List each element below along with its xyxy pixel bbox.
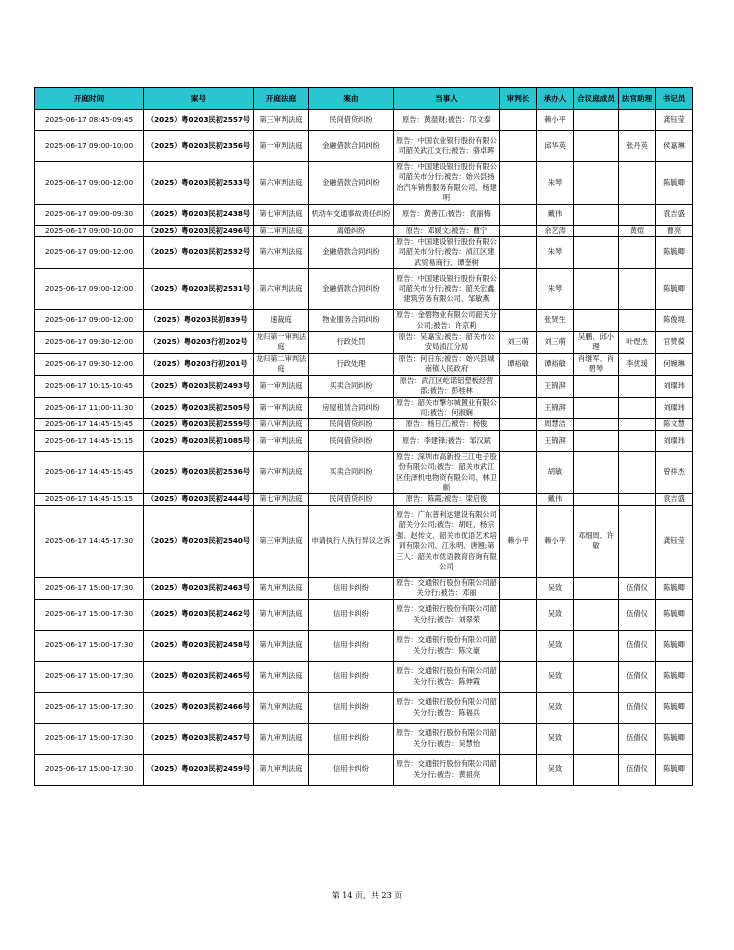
cause-cell: 信用卡纠纷 bbox=[309, 754, 394, 785]
presiding-judge-cell bbox=[500, 269, 537, 310]
case-number-cell: （2025）粤0203民初839号 bbox=[144, 310, 254, 332]
panel-members-cell bbox=[574, 494, 619, 505]
parties-cell: 原告：交通银行股份有限公司韶关分行;被告：陈伸霞 bbox=[394, 661, 500, 692]
hearing-time-cell: 2025-06-17 14:45-15:15 bbox=[35, 494, 144, 505]
panel-members-cell bbox=[574, 397, 619, 419]
case-number-cell: （2025）粤0203民初2531号 bbox=[144, 269, 254, 310]
page-footer: 第 14 页，共 23 页 bbox=[331, 891, 403, 900]
header-handling-judge: 承办人 bbox=[537, 88, 574, 110]
clerk-cell: 陈毓卿 bbox=[656, 630, 693, 661]
case-number-cell: （2025）粤0203民初2356号 bbox=[144, 131, 254, 162]
case-number-cell: （2025）粤0203行初202号 bbox=[144, 332, 254, 354]
cause-cell: 申请执行人执行异议之诉 bbox=[309, 505, 394, 577]
case-number-cell: （2025）粤0203民初2557号 bbox=[144, 110, 254, 131]
table-row bbox=[35, 237, 693, 269]
panel-members-cell: 肖继军、肖碧琴 bbox=[574, 353, 619, 375]
handling-judge-cell: 胡敏 bbox=[537, 451, 574, 494]
case-number-cell: （2025）粤0203民初2493号 bbox=[144, 375, 254, 397]
judge-assistant-cell bbox=[619, 162, 656, 205]
courtroom-cell: 第八审判法庭 bbox=[254, 419, 309, 430]
cause-cell: 民间借贷纠纷 bbox=[309, 430, 394, 451]
cause-cell: 信用卡纠纷 bbox=[309, 599, 394, 630]
cause-cell: 行政处理 bbox=[309, 353, 394, 375]
judge-assistant-cell bbox=[619, 110, 656, 131]
courtroom-cell: 速裁庭 bbox=[254, 310, 309, 332]
clerk-cell: 陈毓卿 bbox=[656, 661, 693, 692]
case-number-cell: （2025）粤0203民初2496号 bbox=[144, 225, 254, 236]
case-number-cell: （2025）粤0203民初2533号 bbox=[144, 162, 254, 205]
cause-cell: 买卖合同纠纷 bbox=[309, 451, 394, 494]
panel-members-cell bbox=[574, 237, 619, 269]
cause-cell: 信用卡纠纷 bbox=[309, 577, 394, 599]
presiding-judge-cell bbox=[500, 419, 537, 430]
presiding-judge-cell bbox=[500, 754, 537, 785]
table-row bbox=[35, 754, 693, 785]
courtroom-cell: 第九审判法庭 bbox=[254, 630, 309, 661]
parties-cell: 原告：广东普利达建设有限公司韶关分公司;被告：胡旺、杨宗强、赵传文、韶关市优语艺术培训有限公司、江永明、唐翘;第三人：韶关市优语教育咨询有限公司 bbox=[394, 505, 500, 577]
hearing-schedule-table bbox=[34, 87, 693, 786]
judge-assistant-cell bbox=[619, 397, 656, 419]
judge-assistant-cell: 李优瑗 bbox=[619, 353, 656, 375]
table-row bbox=[35, 269, 693, 310]
parties-cell: 原告：交通银行股份有限公司韶关分行;被告：刘翠荣 bbox=[394, 599, 500, 630]
parties-cell: 原告：交通银行股份有限公司韶关分行;被告：陈福兵 bbox=[394, 692, 500, 723]
clerk-cell: 陈毓卿 bbox=[656, 237, 693, 269]
judge-assistant-cell bbox=[619, 430, 656, 451]
cause-cell: 买卖合同纠纷 bbox=[309, 375, 394, 397]
header-parties: 当事人 bbox=[394, 88, 500, 110]
header-panel-members: 合议庭成员 bbox=[574, 88, 619, 110]
judge-assistant-cell: 黄煊 bbox=[619, 225, 656, 236]
cause-cell: 离婚纠纷 bbox=[309, 225, 394, 236]
judge-assistant-cell bbox=[619, 419, 656, 430]
courtroom-cell: 第九审判法庭 bbox=[254, 692, 309, 723]
table-row bbox=[35, 375, 693, 397]
presiding-judge-cell bbox=[500, 599, 537, 630]
hearing-time-cell: 2025-06-17 09:00-10:00 bbox=[35, 131, 144, 162]
presiding-judge-cell: 刘三萌 bbox=[500, 332, 537, 354]
judge-assistant-cell: 伍倩仪 bbox=[619, 692, 656, 723]
case-number-cell: （2025）粤0203民初2532号 bbox=[144, 237, 254, 269]
handling-judge-cell: 张贤生 bbox=[537, 310, 574, 332]
clerk-cell: 刘璨玮 bbox=[656, 375, 693, 397]
parties-cell: 原告：深圳市高新投三江电子股份有限公司;被告：韶关市武江区佳泽机电物资有限公司、林卫顺 bbox=[394, 451, 500, 494]
cause-cell: 行政处罚 bbox=[309, 332, 394, 354]
header-cause: 案由 bbox=[309, 88, 394, 110]
clerk-cell: 曹亮 bbox=[656, 225, 693, 236]
cause-cell: 民间借贷纠纷 bbox=[309, 494, 394, 505]
clerk-cell: 曾祥杰 bbox=[656, 451, 693, 494]
courtroom-cell: 第九审判法庭 bbox=[254, 599, 309, 630]
hearing-time-cell: 2025-06-17 14:45-15:15 bbox=[35, 430, 144, 451]
handling-judge-cell: 吴致 bbox=[537, 661, 574, 692]
presiding-judge-cell: 谭裕敏 bbox=[500, 353, 537, 375]
judge-assistant-cell bbox=[619, 204, 656, 225]
parties-cell: 原告：何日东;被告：始兴县城南镇人民政府 bbox=[394, 353, 500, 375]
courtroom-cell: 第六审判法庭 bbox=[254, 451, 309, 494]
presiding-judge-cell bbox=[500, 494, 537, 505]
judge-assistant-cell: 伍倩仪 bbox=[619, 577, 656, 599]
clerk-cell: 陈毓卿 bbox=[656, 162, 693, 205]
parties-cell: 原告：黄善江;被告：袁丽梅 bbox=[394, 204, 500, 225]
presiding-judge-cell bbox=[500, 110, 537, 131]
courtroom-cell: 第二审判法庭 bbox=[254, 225, 309, 236]
clerk-cell: 龚钰莹 bbox=[656, 110, 693, 131]
presiding-judge-cell bbox=[500, 692, 537, 723]
parties-cell: 原告：交通银行股份有限公司韶关分行;被告：吴慧怡 bbox=[394, 723, 500, 754]
clerk-cell: 龚钰莹 bbox=[656, 505, 693, 577]
clerk-cell: 何婉琳 bbox=[656, 353, 693, 375]
case-number-cell: （2025）粤0203民初2466号 bbox=[144, 692, 254, 723]
cause-cell: 机动车交通事故责任纠纷 bbox=[309, 204, 394, 225]
panel-members-cell bbox=[574, 723, 619, 754]
cause-cell: 信用卡纠纷 bbox=[309, 723, 394, 754]
panel-members-cell bbox=[574, 692, 619, 723]
case-number-cell: （2025）粤0203民初2540号 bbox=[144, 505, 254, 577]
hearing-time-cell: 2025-06-17 11:00-11:30 bbox=[35, 397, 144, 419]
table-row bbox=[35, 430, 693, 451]
case-number-cell: （2025）粤0203民初2459号 bbox=[144, 754, 254, 785]
clerk-cell: 陈毓卿 bbox=[656, 754, 693, 785]
courtroom-cell: 第六审判法庭 bbox=[254, 162, 309, 205]
table-row bbox=[35, 419, 693, 430]
courtroom-cell: 第七审判法庭 bbox=[254, 494, 309, 505]
handling-judge-cell: 吴致 bbox=[537, 692, 574, 723]
handling-judge-cell: 吴致 bbox=[537, 577, 574, 599]
presiding-judge-cell bbox=[500, 310, 537, 332]
cause-cell: 金融借款合同纠纷 bbox=[309, 131, 394, 162]
parties-cell: 原告：吴嘉宝;被告：韶关市公安局浈江分局 bbox=[394, 332, 500, 354]
hearing-time-cell: 2025-06-17 09:30-12:00 bbox=[35, 332, 144, 354]
clerk-cell: 陈毓卿 bbox=[656, 692, 693, 723]
cause-cell: 金融借款合同纠纷 bbox=[309, 162, 394, 205]
handling-judge-cell: 吴致 bbox=[537, 599, 574, 630]
handling-judge-cell: 赖小平 bbox=[537, 505, 574, 577]
parties-cell: 原告：交通银行股份有限公司韶关分行;被告：黄祖亮 bbox=[394, 754, 500, 785]
courtroom-cell: 第九审判法庭 bbox=[254, 661, 309, 692]
parties-cell: 原告：金碧物业有限公司韶关分公司;被告：许京莉 bbox=[394, 310, 500, 332]
panel-members-cell: 吴鹏、邱小理 bbox=[574, 332, 619, 354]
table-row bbox=[35, 451, 693, 494]
case-number-cell: （2025）粤0203民初2457号 bbox=[144, 723, 254, 754]
judge-assistant-cell: 伍倩仪 bbox=[619, 723, 656, 754]
hearing-time-cell: 2025-06-17 15:00-17:30 bbox=[35, 723, 144, 754]
parties-cell: 原告：武江区屹诺铝塑板经营部;被告：彭桂林 bbox=[394, 375, 500, 397]
case-number-cell: （2025）粤0203民初2462号 bbox=[144, 599, 254, 630]
hearing-time-cell: 2025-06-17 09:00-12:00 bbox=[35, 162, 144, 205]
header-hearing-time: 开庭时间 bbox=[35, 88, 144, 110]
courtroom-cell: 第三审判法庭 bbox=[254, 110, 309, 131]
panel-members-cell bbox=[574, 661, 619, 692]
parties-cell: 原告：交通银行股份有限公司韶关分行;被告：邓丽 bbox=[394, 577, 500, 599]
handling-judge-cell: 周慧洁 bbox=[537, 419, 574, 430]
courtroom-cell: 第三审判法庭 bbox=[254, 505, 309, 577]
hearing-time-cell: 2025-06-17 09:00-10:00 bbox=[35, 225, 144, 236]
panel-members-cell bbox=[574, 269, 619, 310]
hearing-time-cell: 2025-06-17 09:00-12:00 bbox=[35, 237, 144, 269]
panel-members-cell bbox=[574, 419, 619, 430]
table-row bbox=[35, 397, 693, 419]
case-number-cell: （2025）粤0203民初2444号 bbox=[144, 494, 254, 505]
panel-members-cell bbox=[574, 375, 619, 397]
presiding-judge-cell bbox=[500, 162, 537, 205]
handling-judge-cell: 吴致 bbox=[537, 723, 574, 754]
hearing-time-cell: 2025-06-17 14:45-15:45 bbox=[35, 451, 144, 494]
parties-cell: 原告：中国建设银行股份有限公司韶关市分行;被告：始兴县扬冶汽车销售服务有限公司、杨建明 bbox=[394, 162, 500, 205]
handling-judge-cell: 朱琴 bbox=[537, 162, 574, 205]
panel-members-cell bbox=[574, 310, 619, 332]
judge-assistant-cell: 伍倩仪 bbox=[619, 630, 656, 661]
courtroom-cell: 第九审判法庭 bbox=[254, 723, 309, 754]
table-row bbox=[35, 630, 693, 661]
handling-judge-cell: 谭裕敏 bbox=[537, 353, 574, 375]
hearing-time-cell: 2025-06-17 14:45-15:45 bbox=[35, 419, 144, 430]
parties-cell: 原告：黄湿财;被告：邝文泰 bbox=[394, 110, 500, 131]
hearing-time-cell: 2025-06-17 15:00-17:30 bbox=[35, 692, 144, 723]
judge-assistant-cell: 伍倩仪 bbox=[619, 599, 656, 630]
table-row bbox=[35, 661, 693, 692]
cause-cell: 民间借贷纠纷 bbox=[309, 110, 394, 131]
presiding-judge-cell bbox=[500, 237, 537, 269]
presiding-judge-cell bbox=[500, 430, 537, 451]
presiding-judge-cell bbox=[500, 397, 537, 419]
handling-judge-cell: 朱琴 bbox=[537, 237, 574, 269]
presiding-judge-cell bbox=[500, 630, 537, 661]
presiding-judge-cell bbox=[500, 375, 537, 397]
clerk-cell: 袁吉盛 bbox=[656, 494, 693, 505]
case-number-cell: （2025）粤0203民初2559号 bbox=[144, 419, 254, 430]
judge-assistant-cell: 伍倩仪 bbox=[619, 661, 656, 692]
parties-cell: 原告：中国建设银行股份有限公司韶关市分行;被告：浈江区建武贸易商行、谭奎树 bbox=[394, 237, 500, 269]
case-number-cell: （2025）粤0203民初2438号 bbox=[144, 204, 254, 225]
presiding-judge-cell bbox=[500, 204, 537, 225]
presiding-judge-cell bbox=[500, 451, 537, 494]
handling-judge-cell: 朱琴 bbox=[537, 269, 574, 310]
table-row bbox=[35, 577, 693, 599]
hearing-time-cell: 2025-06-17 15:00-17:30 bbox=[35, 630, 144, 661]
table-row bbox=[35, 225, 693, 236]
header-clerk: 书记员 bbox=[656, 88, 693, 110]
presiding-judge-cell bbox=[500, 577, 537, 599]
table-row bbox=[35, 162, 693, 205]
judge-assistant-cell: 叶煜杰 bbox=[619, 332, 656, 354]
parties-cell: 原告：中国农业银行股份有限公司韶关武江支行;被告：骆卓晖 bbox=[394, 131, 500, 162]
handling-judge-cell: 王锦湃 bbox=[537, 430, 574, 451]
table-row bbox=[35, 505, 693, 577]
hearing-time-cell: 2025-06-17 15:00-17:30 bbox=[35, 599, 144, 630]
handling-judge-cell: 吴致 bbox=[537, 754, 574, 785]
handling-judge-cell: 戴伟 bbox=[537, 494, 574, 505]
case-number-cell: （2025）粤0203民初2458号 bbox=[144, 630, 254, 661]
table-header-row bbox=[35, 88, 693, 110]
case-number-cell: （2025）粤0203民初2465号 bbox=[144, 661, 254, 692]
parties-cell: 原告：杨日江;被告：杨俊 bbox=[394, 419, 500, 430]
panel-members-cell bbox=[574, 204, 619, 225]
hearing-time-cell: 2025-06-17 15:00-17:30 bbox=[35, 754, 144, 785]
clerk-cell: 侯嘉琳 bbox=[656, 131, 693, 162]
courtroom-cell: 第一审判法庭 bbox=[254, 430, 309, 451]
case-number-cell: （2025）粤0203民初1085号 bbox=[144, 430, 254, 451]
table-row bbox=[35, 310, 693, 332]
judge-assistant-cell: 张丹英 bbox=[619, 131, 656, 162]
panel-members-cell bbox=[574, 110, 619, 131]
courtroom-cell: 第九审判法庭 bbox=[254, 754, 309, 785]
parties-cell: 原告：陈霞;被告：梁启俊 bbox=[394, 494, 500, 505]
courtroom-cell: 第一审判法庭 bbox=[254, 397, 309, 419]
presiding-judge-cell bbox=[500, 225, 537, 236]
panel-members-cell bbox=[574, 577, 619, 599]
case-number-cell: （2025）粤0203行初201号 bbox=[144, 353, 254, 375]
hearing-time-cell: 2025-06-17 09:00-12:00 bbox=[35, 310, 144, 332]
hearing-time-cell: 2025-06-17 15:00-17:30 bbox=[35, 577, 144, 599]
parties-cell: 原告：邓媛文;被告：曹宁 bbox=[394, 225, 500, 236]
clerk-cell: 刘璨玮 bbox=[656, 397, 693, 419]
clerk-cell: 陈毓卿 bbox=[656, 577, 693, 599]
header-judge-assistant: 法官助理 bbox=[619, 88, 656, 110]
hearing-time-cell: 2025-06-17 09:00-09:30 bbox=[35, 204, 144, 225]
courtroom-cell: 第九审判法庭 bbox=[254, 577, 309, 599]
cause-cell: 金融借款合同纠纷 bbox=[309, 269, 394, 310]
case-number-cell: （2025）粤0203民初2505号 bbox=[144, 397, 254, 419]
handling-judge-cell: 余艺涛 bbox=[537, 225, 574, 236]
handling-judge-cell: 戴伟 bbox=[537, 204, 574, 225]
cause-cell: 信用卡纠纷 bbox=[309, 692, 394, 723]
panel-members-cell bbox=[574, 451, 619, 494]
clerk-cell: 陈毓卿 bbox=[656, 269, 693, 310]
header-case-number: 案号 bbox=[144, 88, 254, 110]
handling-judge-cell: 王锦湃 bbox=[537, 397, 574, 419]
panel-members-cell bbox=[574, 131, 619, 162]
table-row bbox=[35, 204, 693, 225]
panel-members-cell bbox=[574, 162, 619, 205]
table-row bbox=[35, 494, 693, 505]
presiding-judge-cell bbox=[500, 661, 537, 692]
clerk-cell: 官赞葆 bbox=[656, 332, 693, 354]
clerk-cell: 陈毓卿 bbox=[656, 599, 693, 630]
judge-assistant-cell bbox=[619, 269, 656, 310]
header-courtroom: 开庭法庭 bbox=[254, 88, 309, 110]
hearing-time-cell: 2025-06-17 09:00-12:00 bbox=[35, 269, 144, 310]
presiding-judge-cell bbox=[500, 131, 537, 162]
judge-assistant-cell bbox=[619, 451, 656, 494]
handling-judge-cell: 王锦湃 bbox=[537, 375, 574, 397]
clerk-cell: 陈文慧 bbox=[656, 419, 693, 430]
panel-members-cell bbox=[574, 754, 619, 785]
judge-assistant-cell bbox=[619, 494, 656, 505]
cause-cell: 信用卡纠纷 bbox=[309, 630, 394, 661]
table-row bbox=[35, 131, 693, 162]
presiding-judge-cell bbox=[500, 723, 537, 754]
judge-assistant-cell: 伍倩仪 bbox=[619, 754, 656, 785]
judge-assistant-cell bbox=[619, 237, 656, 269]
clerk-cell: 陈俊堤 bbox=[656, 310, 693, 332]
judge-assistant-cell bbox=[619, 505, 656, 577]
cause-cell: 物业服务合同纠纷 bbox=[309, 310, 394, 332]
table-row bbox=[35, 692, 693, 723]
handling-judge-cell: 邱华英 bbox=[537, 131, 574, 162]
courtroom-cell: 龙归第二审判法庭 bbox=[254, 353, 309, 375]
parties-cell: 原告：李建锋;被告：邹汉斌 bbox=[394, 430, 500, 451]
hearing-time-cell: 2025-06-17 08:45-09:45 bbox=[35, 110, 144, 131]
handling-judge-cell: 赖小平 bbox=[537, 110, 574, 131]
courtroom-cell: 第一审判法庭 bbox=[254, 131, 309, 162]
panel-members-cell bbox=[574, 599, 619, 630]
clerk-cell: 刘璨玮 bbox=[656, 430, 693, 451]
hearing-time-cell: 2025-06-17 15:00-17:30 bbox=[35, 661, 144, 692]
parties-cell: 原告：交通银行股份有限公司韶关分行;被告：陈文豪 bbox=[394, 630, 500, 661]
table-row bbox=[35, 723, 693, 754]
courtroom-cell: 第七审判法庭 bbox=[254, 204, 309, 225]
clerk-cell: 陈毓卿 bbox=[656, 723, 693, 754]
judge-assistant-cell bbox=[619, 375, 656, 397]
parties-cell: 原告：中国建设银行股份有限公司韶关市分行;被告：韶关宏鑫建筑劳务有限公司、邹敏燕 bbox=[394, 269, 500, 310]
panel-members-cell bbox=[574, 430, 619, 451]
case-number-cell: （2025）粤0203民初2536号 bbox=[144, 451, 254, 494]
presiding-judge-cell: 赖小平 bbox=[500, 505, 537, 577]
case-number-cell: （2025）粤0203民初2463号 bbox=[144, 577, 254, 599]
courtroom-cell: 第六审判法庭 bbox=[254, 269, 309, 310]
handling-judge-cell: 刘三萌 bbox=[537, 332, 574, 354]
hearing-time-cell: 2025-06-17 14:45-17:30 bbox=[35, 505, 144, 577]
hearing-time-cell: 2025-06-17 09:30-12:00 bbox=[35, 353, 144, 375]
cause-cell: 信用卡纠纷 bbox=[309, 661, 394, 692]
panel-members-cell bbox=[574, 225, 619, 236]
courtroom-cell: 第六审判法庭 bbox=[254, 237, 309, 269]
table-row bbox=[35, 332, 693, 354]
panel-members-cell bbox=[574, 630, 619, 661]
header-presiding-judge: 审判长 bbox=[500, 88, 537, 110]
clerk-cell: 袁吉盛 bbox=[656, 204, 693, 225]
table-row bbox=[35, 353, 693, 375]
courtroom-cell: 龙归第一审判法庭 bbox=[254, 332, 309, 354]
courtroom-cell: 第一审判法庭 bbox=[254, 375, 309, 397]
handling-judge-cell: 吴致 bbox=[537, 630, 574, 661]
panel-members-cell: 邓细周、许敏 bbox=[574, 505, 619, 577]
judge-assistant-cell bbox=[619, 310, 656, 332]
table-row bbox=[35, 599, 693, 630]
cause-cell: 金融借款合同纠纷 bbox=[309, 237, 394, 269]
cause-cell: 民间借贷纠纷 bbox=[309, 419, 394, 430]
parties-cell: 原告：韶关市擎尔城置业有限公司;被告：何淑娴 bbox=[394, 397, 500, 419]
hearing-time-cell: 2025-06-17 10:15-10:45 bbox=[35, 375, 144, 397]
table-row bbox=[35, 110, 693, 131]
cause-cell: 房屋租赁合同纠纷 bbox=[309, 397, 394, 419]
